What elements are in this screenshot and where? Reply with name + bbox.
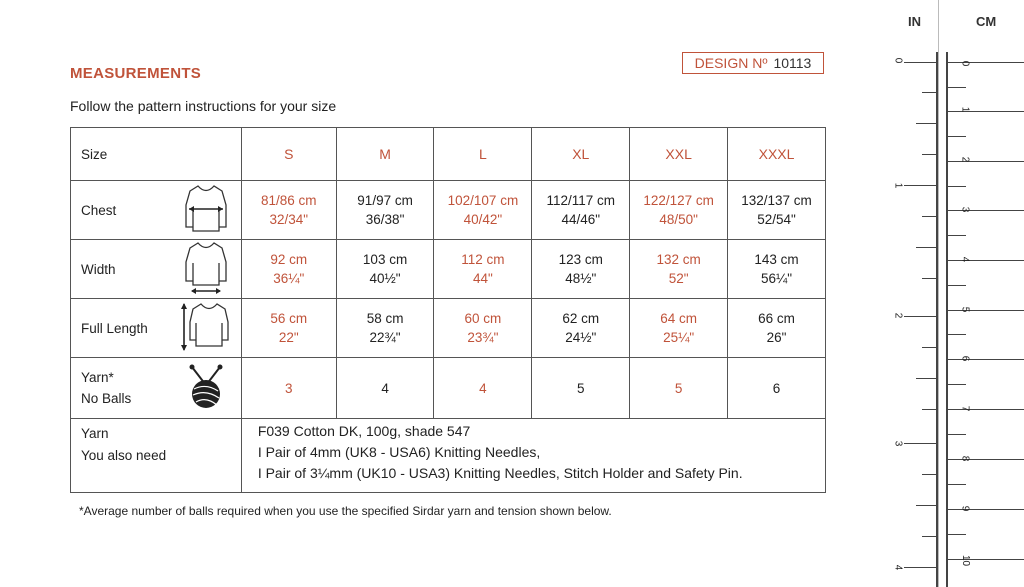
cm-tick bbox=[946, 359, 1024, 360]
width-label: Width bbox=[71, 240, 172, 299]
cm-number: 2 bbox=[959, 156, 971, 163]
measurements-table bbox=[70, 127, 826, 493]
inch-tick bbox=[904, 316, 936, 317]
page-title: MEASUREMENTS bbox=[70, 65, 202, 82]
inch-tick bbox=[904, 185, 936, 186]
inch-label: IN bbox=[908, 14, 921, 29]
cm-tick bbox=[946, 136, 966, 137]
requirements-label: Yarn You also need bbox=[71, 419, 242, 493]
length-cell: 60 cm 23¾" bbox=[434, 299, 532, 358]
cm-number: 4 bbox=[959, 256, 971, 263]
sweater-length-icon bbox=[171, 299, 241, 358]
cm-number: 0 bbox=[959, 60, 971, 67]
size-cell: S bbox=[241, 128, 336, 181]
inch-tick bbox=[922, 409, 936, 410]
width-cell: 112 cm 44" bbox=[434, 240, 532, 299]
inch-tick bbox=[922, 154, 936, 155]
width-cell: 92 cm 36¼" bbox=[241, 240, 336, 299]
cm-tick bbox=[946, 434, 966, 435]
cm-tick bbox=[946, 235, 966, 236]
size-cell: XXL bbox=[630, 128, 728, 181]
inch-number: 2 bbox=[892, 312, 904, 319]
cm-tick bbox=[946, 534, 966, 535]
requirements-row bbox=[71, 419, 826, 493]
inch-tick bbox=[916, 378, 936, 379]
yarn-balls-cell: 5 bbox=[532, 358, 630, 419]
chest-label: Chest bbox=[71, 181, 172, 240]
inch-number: 0 bbox=[892, 57, 904, 64]
page-subtitle: Follow the pattern instructions for your size bbox=[70, 98, 337, 114]
size-row bbox=[71, 128, 826, 181]
sweater-width-icon bbox=[171, 240, 241, 299]
requirements-text: F039 Cotton DK, 100g, shade 547 I Pair of 4mm (UK8 - USA6) Knitting Needles, I Pair of 3¼mm (UK10 - USA3) Knitting Needles, Stitch Holder and Safety Pin. bbox=[241, 419, 825, 493]
inch-tick bbox=[922, 216, 936, 217]
width-row bbox=[71, 240, 826, 299]
yarn-balls-cell: 5 bbox=[630, 358, 728, 419]
cm-tick bbox=[946, 161, 1024, 162]
sweater-chest-icon bbox=[171, 181, 241, 240]
cm-tick bbox=[946, 186, 966, 187]
width-cell: 132 cm 52" bbox=[630, 240, 728, 299]
yarn-balls-label: Yarn* No Balls bbox=[71, 358, 172, 419]
cm-label: CM bbox=[976, 14, 997, 29]
size-cell: XL bbox=[532, 128, 630, 181]
cm-number: 3 bbox=[959, 206, 971, 213]
inch-ruler-edge bbox=[936, 52, 938, 587]
cm-number: 8 bbox=[959, 455, 971, 462]
inch-tick bbox=[904, 443, 936, 444]
ruler-divider bbox=[938, 0, 939, 587]
cm-ruler bbox=[946, 0, 1024, 587]
length-cell: 64 cm 25¼" bbox=[630, 299, 728, 358]
design-number: 10113 bbox=[773, 55, 812, 71]
inch-number: 3 bbox=[892, 440, 904, 447]
inch-tick bbox=[922, 347, 936, 348]
cm-tick bbox=[946, 484, 966, 485]
chest-cell: 102/107 cm 40/42" bbox=[434, 181, 532, 240]
cm-number: 5 bbox=[959, 306, 971, 313]
yarn-balls-cell: 3 bbox=[241, 358, 336, 419]
inch-number: 4 bbox=[892, 564, 904, 571]
size-cell: M bbox=[336, 128, 434, 181]
cm-number: 6 bbox=[959, 355, 971, 362]
chest-cell: 91/97 cm 36/38" bbox=[336, 181, 434, 240]
length-cell: 62 cm 24½" bbox=[532, 299, 630, 358]
cm-ruler-edge bbox=[946, 52, 948, 587]
cm-number: 7 bbox=[959, 405, 971, 412]
width-cell: 103 cm 40½" bbox=[336, 240, 434, 299]
size-cell: L bbox=[434, 128, 532, 181]
inch-tick bbox=[922, 278, 936, 279]
inch-tick bbox=[916, 505, 936, 506]
width-cell: 143 cm 56¼" bbox=[728, 240, 826, 299]
cm-tick bbox=[946, 111, 1024, 112]
cm-tick bbox=[946, 559, 1024, 560]
chest-row bbox=[71, 181, 826, 240]
width-cell: 123 cm 48½" bbox=[532, 240, 630, 299]
cm-tick bbox=[946, 459, 1024, 460]
inch-tick bbox=[916, 123, 936, 124]
yarn-balls-cell: 6 bbox=[728, 358, 826, 419]
cm-tick bbox=[946, 409, 1024, 410]
chest-cell: 81/86 cm 32/34" bbox=[241, 181, 336, 240]
cm-tick bbox=[946, 62, 1024, 63]
cm-tick bbox=[946, 285, 966, 286]
size-cell: XXXL bbox=[728, 128, 826, 181]
cm-tick bbox=[946, 87, 966, 88]
inch-tick bbox=[922, 536, 936, 537]
cm-number: 9 bbox=[959, 505, 971, 512]
cm-tick bbox=[946, 509, 1024, 510]
chest-cell: 122/127 cm 48/50" bbox=[630, 181, 728, 240]
yarn-balls-row bbox=[71, 358, 826, 419]
cm-number: 10 bbox=[960, 554, 972, 567]
inch-ruler bbox=[878, 0, 938, 587]
design-number-box bbox=[682, 52, 824, 74]
cm-tick bbox=[946, 210, 1024, 211]
size-label: Size bbox=[71, 128, 242, 181]
chest-cell: 132/137 cm 52/54" bbox=[728, 181, 826, 240]
length-cell: 56 cm 22" bbox=[241, 299, 336, 358]
design-label: DESIGN Nº bbox=[694, 55, 768, 71]
cm-tick bbox=[946, 260, 1024, 261]
cm-number: 1 bbox=[959, 106, 971, 113]
inch-tick bbox=[916, 247, 936, 248]
inch-tick bbox=[922, 92, 936, 93]
inch-tick bbox=[904, 62, 936, 63]
inch-number: 1 bbox=[892, 182, 904, 189]
inch-tick bbox=[904, 567, 936, 568]
inch-tick bbox=[922, 474, 936, 475]
cm-tick bbox=[946, 334, 966, 335]
yarn-ball-icon bbox=[171, 358, 241, 419]
footnote: *Average number of balls required when you use the specified Sirdar yarn and tension shown below. bbox=[79, 504, 612, 518]
length-cell: 66 cm 26" bbox=[728, 299, 826, 358]
cm-tick bbox=[946, 310, 1024, 311]
length-row bbox=[71, 299, 826, 358]
chest-cell: 112/117 cm 44/46" bbox=[532, 181, 630, 240]
yarn-balls-cell: 4 bbox=[336, 358, 434, 419]
yarn-balls-cell: 4 bbox=[434, 358, 532, 419]
length-cell: 58 cm 22¾" bbox=[336, 299, 434, 358]
length-label: Full Length bbox=[71, 299, 172, 358]
cm-tick bbox=[946, 384, 966, 385]
